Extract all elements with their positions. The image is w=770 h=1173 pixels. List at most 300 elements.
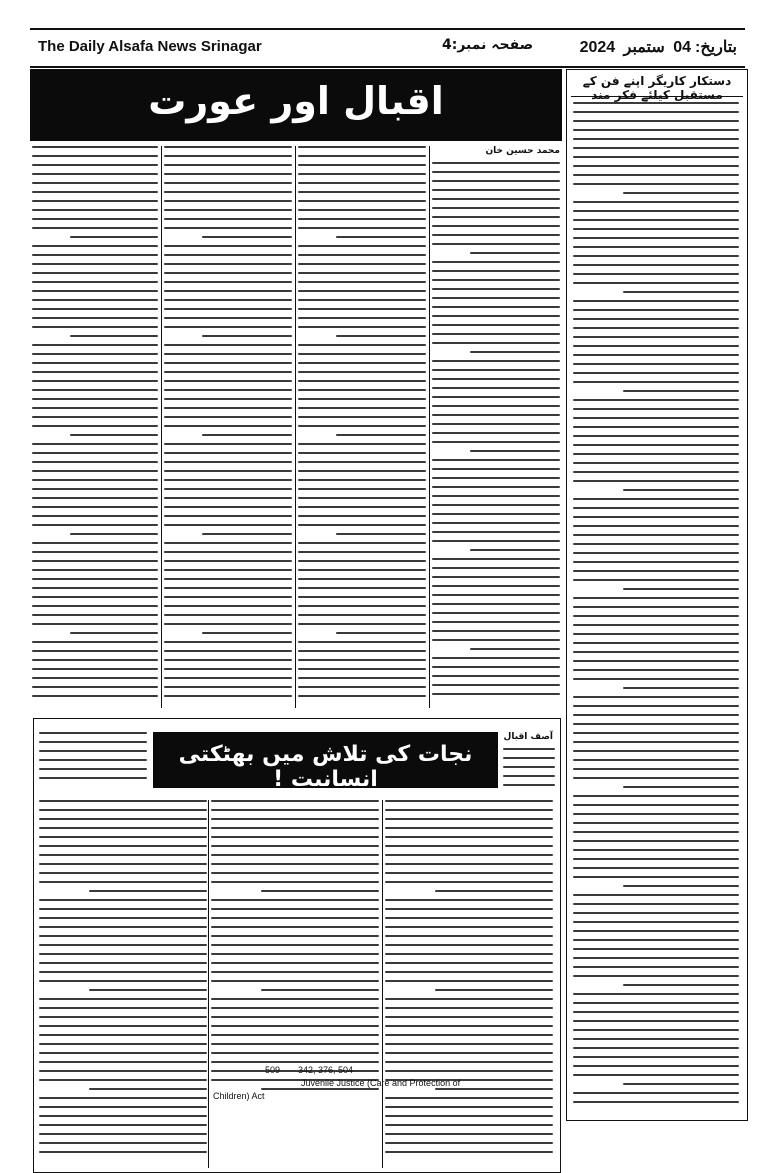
text-line [164,173,292,175]
text-line [385,1115,553,1117]
text-line [298,353,426,355]
text-line [298,470,426,472]
text-line [573,705,739,707]
text-line [573,669,739,671]
text-line [336,434,426,436]
issue-date [576,37,737,57]
text-line [32,308,158,310]
text-line [39,1007,207,1009]
text-line [32,560,158,562]
text-line [32,479,158,481]
text-line [39,1034,207,1036]
text-line [298,272,426,274]
text-line [202,335,292,337]
text-line [32,164,158,166]
text-line [32,614,158,616]
text-line [385,1043,553,1045]
text-line [432,693,560,695]
text-line [164,290,292,292]
text-line [573,615,739,617]
text-line [432,603,560,605]
text-line [573,1002,739,1004]
text-line [573,525,739,527]
text-line [164,362,292,364]
text-line [32,587,158,589]
paper-name: The Daily Alsafa News Srinagar [38,38,262,55]
text-line [164,650,292,652]
text-line [32,659,158,661]
text-line [573,831,739,833]
text-line [32,344,158,346]
column-divider [382,800,383,1168]
text-line [39,971,207,973]
text-line [298,146,426,148]
text-line [164,218,292,220]
text-line [164,182,292,184]
text-line [385,908,553,910]
text-line [39,881,207,883]
text-line [298,362,426,364]
text-line [32,155,158,157]
text-line [298,551,426,553]
text-line [298,596,426,598]
text-line [573,183,739,185]
text-line [573,111,739,113]
text-line [211,944,379,946]
text-line [211,908,379,910]
text-line [432,423,560,425]
date-year: 2024 [579,39,616,56]
text-line [32,416,158,418]
text-line [623,588,739,590]
text-line [432,504,560,506]
text-line [385,998,553,1000]
text-line [70,533,158,535]
text-line [32,443,158,445]
text-line [573,345,739,347]
text-line [164,299,292,301]
text-line [573,894,739,896]
text-line [298,380,426,382]
text-line [385,1097,553,1099]
text-line [432,666,560,668]
text-line [32,641,158,643]
text-line [32,389,158,391]
text-line [573,1020,739,1022]
text-line [573,1074,739,1076]
text-line [32,218,158,220]
second-story-column-1 [385,800,553,1168]
text-line [385,1070,553,1072]
text-line [298,389,426,391]
text-line [573,516,739,518]
text-line [164,551,292,553]
text-line [573,714,739,716]
text-line [164,344,292,346]
text-line [573,858,739,860]
text-line [298,578,426,580]
text-line [211,1061,379,1063]
text-line [164,371,292,373]
text-line [298,209,426,211]
text-line [432,261,560,263]
text-line [39,1052,207,1054]
text-line [432,612,560,614]
text-line [298,542,426,544]
text-line [32,542,158,544]
text-line [211,800,379,802]
text-line [385,944,553,946]
text-line [573,678,739,680]
text-line [298,569,426,571]
legal-reference-line: Juvenile Justice (Care and Protection of [301,1078,461,1088]
section-numbers-2: 509 [265,1065,281,1075]
text-line [432,621,560,623]
text-line [432,324,560,326]
text-line [298,155,426,157]
text-line [298,506,426,508]
text-line [32,200,158,202]
text-line [39,768,147,770]
text-line [432,414,560,416]
text-line [298,308,426,310]
text-line [432,639,560,641]
text-line [573,642,739,644]
main-story-column-4 [32,146,158,708]
text-line [32,695,158,697]
text-line [211,1070,379,1072]
text-line [623,1083,739,1085]
text-line [39,962,207,964]
text-line [573,606,739,608]
text-line [32,227,158,229]
text-line [298,605,426,607]
text-line [211,935,379,937]
text-line [573,876,739,878]
text-line [202,533,292,535]
text-line [573,318,739,320]
text-line [164,659,292,661]
text-line [164,416,292,418]
text-line [211,971,379,973]
text-line [470,450,560,452]
text-line [573,417,739,419]
text-line [164,578,292,580]
text-line [261,989,379,991]
text-line [39,1016,207,1018]
text-line [298,344,426,346]
text-line [164,443,292,445]
text-line [39,872,207,874]
text-line [298,164,426,166]
text-line [573,255,739,257]
text-line [164,479,292,481]
text-line [432,198,560,200]
text-line [298,488,426,490]
text-line [432,162,560,164]
text-line [336,533,426,535]
text-line [432,306,560,308]
column-divider [161,146,162,708]
text-line [336,236,426,238]
text-line [211,827,379,829]
text-line [39,1025,207,1027]
text-line [164,497,292,499]
text-line [298,200,426,202]
text-line [385,854,553,856]
text-line [32,497,158,499]
text-line [432,477,560,479]
text-line [385,971,553,973]
text-line [70,236,158,238]
text-line [573,795,739,797]
text-line [70,434,158,436]
text-line [164,569,292,571]
text-line [573,768,739,770]
text-line [211,854,379,856]
text-line [432,342,560,344]
text-line [298,191,426,193]
text-line [573,975,739,977]
text-line [385,899,553,901]
main-story-column-2 [298,146,426,708]
text-line [573,696,739,698]
text-line [164,155,292,157]
text-line [32,524,158,526]
text-line [573,1029,739,1031]
text-line [432,207,560,209]
text-line [385,1034,553,1036]
text-line [39,917,207,919]
text-line [573,822,739,824]
text-line [573,435,739,437]
text-line [573,1011,739,1013]
text-line [202,632,292,634]
text-line [573,993,739,995]
text-line [385,881,553,883]
text-line [32,182,158,184]
text-line [164,254,292,256]
text-line [39,750,147,752]
second-story-side-left [39,732,147,792]
text-line [202,434,292,436]
text-line [39,845,207,847]
text-line [32,650,158,652]
text-line [385,926,553,928]
text-line [39,899,207,901]
text-line [32,362,158,364]
text-line [298,326,426,328]
text-line [298,281,426,283]
text-line [385,827,553,829]
text-line [435,1088,553,1090]
text-line [32,605,158,607]
text-line [573,174,739,176]
text-line [470,549,560,551]
text-line [298,416,426,418]
text-line [573,570,739,572]
text-line [573,948,739,950]
text-line [211,1007,379,1009]
text-line [39,998,207,1000]
column-divider [429,146,430,708]
text-line [573,282,739,284]
text-line [164,227,292,229]
text-line [32,173,158,175]
text-line [573,921,739,923]
text-line [573,336,739,338]
text-line [298,650,426,652]
text-line [298,299,426,301]
text-line [39,1070,207,1072]
text-line [623,390,739,392]
text-line [432,171,560,173]
text-line [432,459,560,461]
text-line [211,980,379,982]
text-line [470,648,560,650]
text-line [470,351,560,353]
text-line [573,543,739,545]
sidebar-body [573,102,739,1112]
text-line [432,297,560,299]
text-line [573,273,739,275]
text-line [39,1106,207,1108]
text-line [298,182,426,184]
text-line [432,675,560,677]
text-line [385,953,553,955]
text-line [385,863,553,865]
text-line [211,1025,379,1027]
text-line [298,425,426,427]
text-line [211,836,379,838]
text-line [573,498,739,500]
text-line [573,903,739,905]
text-line [39,1142,207,1144]
text-line [164,686,292,688]
sidebar-headline: دستکار کاریگر اپنے فن کے مستقبل کیلئے فکر مند [571,74,743,97]
text-line [432,369,560,371]
text-line [573,939,739,941]
text-line [32,452,158,454]
second-story-side-right [503,748,555,798]
text-line [298,371,426,373]
text-line [164,596,292,598]
text-line [298,254,426,256]
text-line [573,723,739,725]
text-line [573,102,739,104]
text-line [32,407,158,409]
text-line [573,165,739,167]
text-line [298,659,426,661]
text-line [164,272,292,274]
date-prefix: بتاریخ: [695,39,737,56]
text-line [573,300,739,302]
text-line [432,630,560,632]
text-line [623,192,739,194]
text-line [503,784,555,786]
text-line [573,597,739,599]
text-line [164,623,292,625]
text-line [298,686,426,688]
text-line [385,1052,553,1054]
text-line [432,387,560,389]
text-line [32,281,158,283]
text-line [432,333,560,335]
section-numbers: 342, 376, 504 [298,1065,354,1075]
text-line [164,542,292,544]
text-line [32,245,158,247]
text-line [164,470,292,472]
text-line [573,426,739,428]
text-line [298,524,426,526]
text-line [164,317,292,319]
text-line [298,317,426,319]
text-line [39,1151,207,1153]
text-line [32,290,158,292]
main-story-title: اقبال اور عورت [148,79,444,123]
text-line [39,836,207,838]
text-line [164,209,292,211]
text-line [211,1052,379,1054]
text-line [211,809,379,811]
text-line [211,845,379,847]
sidebar-story [566,69,748,1121]
text-line [573,444,739,446]
text-line [435,989,553,991]
legal-reference-line-2: Children) Act [213,1091,265,1101]
text-line [573,552,739,554]
text-line [89,989,207,991]
text-line [164,191,292,193]
text-line [39,732,147,734]
text-line [32,146,158,148]
text-line [573,804,739,806]
text-line [164,560,292,562]
text-line [432,180,560,182]
text-line [164,164,292,166]
text-line [211,962,379,964]
text-line [32,317,158,319]
text-line [573,813,739,815]
second-story-title: نجات کی تلاش میں بھٹکتی انسانیت ! [178,742,473,792]
text-line [573,309,739,311]
text-line [39,863,207,865]
text-line [573,777,739,779]
text-line [573,462,739,464]
text-line [32,488,158,490]
text-line [573,912,739,914]
text-line [298,218,426,220]
text-line [298,245,426,247]
text-line [385,818,553,820]
text-line [432,567,560,569]
text-line [432,270,560,272]
text-line [39,809,207,811]
text-line [32,254,158,256]
page-number: صفحہ نمبر:4 [442,37,534,53]
text-line [573,354,739,356]
text-line [298,398,426,400]
text-line [503,775,555,777]
text-line [298,587,426,589]
date-month: ستمبر [623,39,665,56]
text-line [432,279,560,281]
main-story-column-3 [164,146,292,708]
text-line [298,560,426,562]
text-line [211,917,379,919]
text-line [432,522,560,524]
text-line [39,908,207,910]
